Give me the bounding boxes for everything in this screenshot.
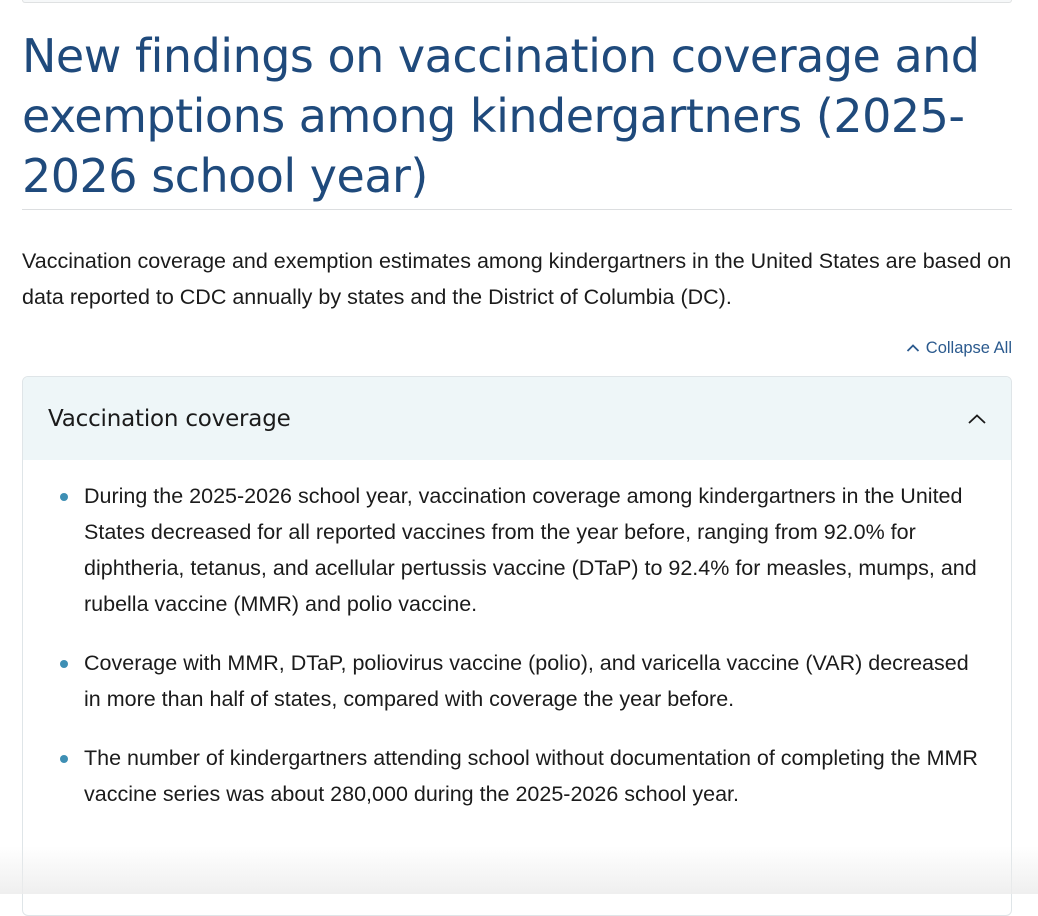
bullet-icon (60, 660, 68, 668)
bullet-icon (60, 493, 68, 501)
previous-section-edge (22, 0, 1012, 3)
list-item (59, 645, 981, 717)
list-item-text: Coverage with MMR, DTaP, poliovirus vaccine (polio), and varicella vaccine (VAR) decreased in more than half of states, compared with coverage the year before. (84, 651, 969, 711)
accordion-title: Vaccination coverage (48, 405, 291, 432)
accordion-vaccination-coverage (22, 376, 1012, 916)
collapse-all-button[interactable] (906, 339, 1012, 358)
title-divider (22, 209, 1012, 210)
page-title: New findings on vaccination coverage and exemptions among kindergartners (2025-2026 school year) (22, 29, 980, 203)
chevron-up-icon[interactable] (967, 413, 987, 425)
list-item (59, 478, 981, 622)
intro-paragraph: Vaccination coverage and exemption estimates among kindergartners in the United States are based on data reported to CDC annually by states and the District of Columbia (DC). (22, 249, 1012, 309)
accordion-header[interactable] (23, 377, 1011, 460)
list-item-text: The number of kindergartners attending school without documentation of completing the MMR vaccine series was about 280,000 during the 2025-2026 school year. (84, 746, 978, 806)
accordion-body (23, 460, 1011, 812)
findings-list (59, 478, 981, 812)
chevron-up-icon (906, 339, 920, 358)
bullet-icon (60, 755, 68, 763)
list-item (59, 740, 981, 812)
list-item-text: During the 2025-2026 school year, vaccination coverage among kindergartners in the United States decreased for all reported vaccines from the year before, ranging from 92.0% for diphtheria, tetanus, and acellular pertussis vaccine (DTaP) to 92.4% for measles, mumps, and rubella vaccine (MMR) and polio vaccine. (84, 484, 977, 616)
collapse-all-label: Collapse All (925, 339, 1012, 357)
